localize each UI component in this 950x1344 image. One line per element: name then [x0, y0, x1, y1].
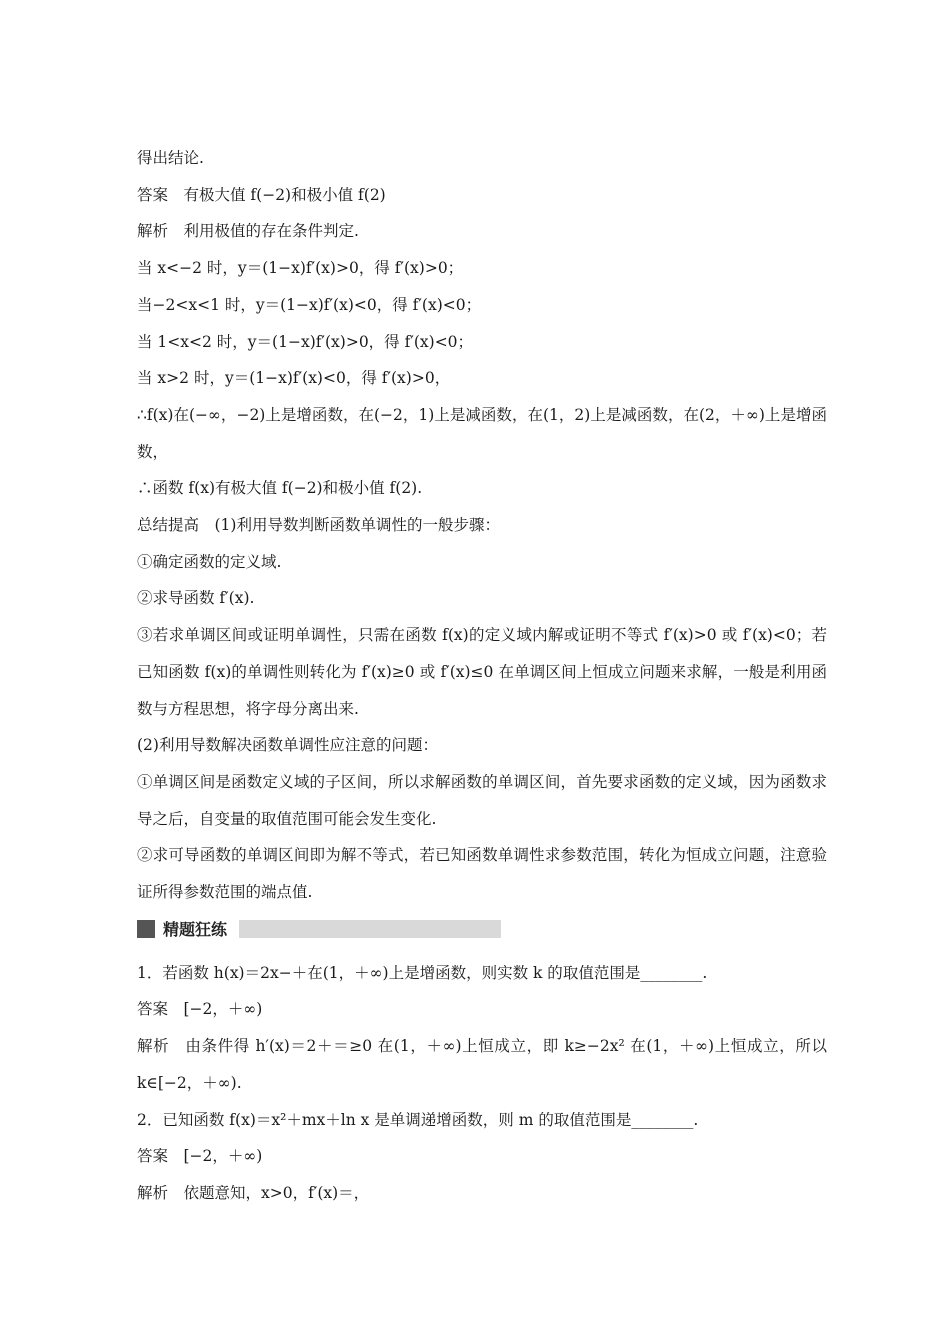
text-line: 当 x<−2 时，y＝(1−x)f′(x)>0，得 f′(x)>0；	[137, 259, 464, 278]
analysis-line: 解析 利用极值的存在条件判定.	[137, 222, 359, 241]
question-line: 2．已知函数 f(x)＝x²＋mx＋ln x 是单调递增函数，则 m 的取值范围是________.	[137, 1110, 699, 1129]
answer-line: 答案 有极大值 f(−2)和极小值 f(2)	[137, 185, 386, 204]
section-square-icon	[137, 920, 155, 938]
section-title: 精题狂练	[163, 920, 228, 940]
section-header	[137, 911, 827, 947]
section-divider-bar	[239, 920, 501, 938]
exercise-block	[137, 955, 827, 1212]
document-content	[137, 140, 827, 1212]
text-paragraph: ∴f(x)在(−∞，−2)上是增函数，在(−2，1)上是减函数，在(1，2)上是减函数，在(2，＋∞)上是增函数，	[137, 405, 827, 461]
answer-line: 答案 [−2，＋∞)	[137, 1000, 263, 1019]
text-line: 当−2<x<1 时，y＝(1−x)f′(x)<0，得 f′(x)<0；	[137, 295, 482, 314]
text-line: ∴函数 f(x)有极大值 f(−2)和极小值 f(2).	[137, 479, 423, 498]
text-line: (2)利用导数解决函数单调性应注意的问题：	[137, 736, 438, 755]
text-line: ②求导函数 f′(x).	[137, 589, 255, 608]
text-paragraph: ①单调区间是函数定义域的子区间，所以求解函数的单调区间，首先要求函数的定义域，因为函数求导之后，自变量的取值范围可能会发生变化.	[137, 772, 827, 828]
text-line: ①确定函数的定义域.	[137, 552, 282, 571]
analysis-line: 解析 依题意知，x>0，f′(x)＝，	[137, 1183, 370, 1202]
text-line: 当 1<x<2 时，y＝(1−x)f′(x)>0，得 f′(x)<0；	[137, 332, 474, 351]
explanation-block	[137, 140, 827, 911]
text-line: 当 x>2 时，y＝(1−x)f′(x)<0，得 f′(x)>0，	[137, 369, 451, 388]
question-line: 1．若函数 h(x)＝2x−＋在(1，＋∞)上是增函数，则实数 k 的取值范围是________.	[137, 963, 708, 982]
text-line: 得出结论.	[137, 149, 204, 167]
analysis-paragraph: 解析 由条件得 h′(x)＝2＋＝≥0 在(1，＋∞)上恒成立，即 k≥−2x² 在(1，＋∞)上恒成立，所以 k∈[−2，＋∞).	[137, 1037, 827, 1092]
answer-line: 答案 [−2，＋∞)	[137, 1147, 263, 1166]
text-paragraph: ②求可导函数的单调区间即为解不等式，若已知函数单调性求参数范围，转化为恒成立问题，注意验证所得参数范围的端点值.	[137, 846, 827, 902]
summary-heading: 总结提高 (1)利用导数判断函数单调性的一般步骤：	[137, 516, 500, 535]
text-paragraph: ③若求单调区间或证明单调性，只需在函数 f(x)的定义域内解或证明不等式 f′(x)>0 或 f′(x)<0；若已知函数 f(x)的单调性则转化为 f′(x)≥0 或 f′(x)≤0 在单调区间上恒成立问题来求解，一般是利用函数与方程思想，将字母分离出来.	[137, 626, 827, 718]
